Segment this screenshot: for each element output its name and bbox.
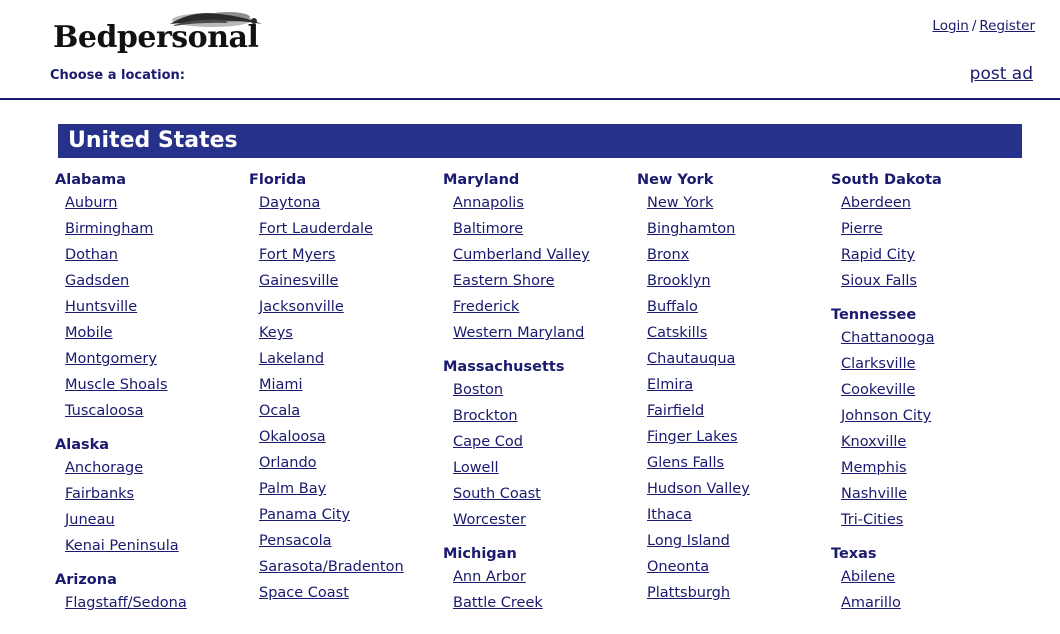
city-link[interactable]: Pierre [841,221,883,237]
site-header [0,0,1060,62]
city-link[interactable]: Finger Lakes [647,429,738,445]
post-ad-link[interactable]: post ad [969,64,1033,84]
city-link[interactable]: Bronx [647,247,690,263]
city-link[interactable]: Boston [453,382,504,398]
city-link[interactable]: Memphis [841,460,907,476]
city-link[interactable]: Frederick [453,299,520,315]
state-heading: Arizona [55,572,117,588]
choose-location-label: Choose a location: [50,68,185,83]
city-link[interactable]: Brockton [453,408,518,424]
city-link[interactable]: Elmira [647,377,694,393]
city-link[interactable]: Ithaca [647,507,692,523]
city-link[interactable]: Oneonta [647,559,710,575]
city-link[interactable]: Orlando [259,455,317,471]
city-link[interactable]: Baltimore [453,221,524,237]
city-link[interactable]: Cookeville [841,382,916,398]
city-link[interactable]: Clarksville [841,356,916,372]
city-link[interactable]: Annapolis [453,195,524,211]
city-link[interactable]: Sioux Falls [841,273,917,289]
city-link[interactable]: Cumberland Valley [453,247,590,263]
city-link[interactable]: Buffalo [647,299,698,315]
state-heading: Texas [831,546,877,562]
state-heading: Florida [249,172,307,188]
login-link[interactable]: Login [932,18,969,34]
city-link[interactable]: Ocala [259,403,301,419]
city-link[interactable]: Panama City [259,507,351,523]
location-column [440,172,634,621]
state-heading: New York [637,172,714,188]
city-link[interactable]: Daytona [259,195,321,211]
city-link[interactable]: Fort Lauderdale [259,221,373,237]
city-link[interactable]: Ann Arbor [453,569,526,585]
country-banner: United States [58,124,1022,158]
city-link[interactable]: Jacksonville [259,299,344,315]
auth-separator: / [971,18,977,34]
city-link[interactable]: Tri-Cities [841,512,904,528]
city-link[interactable]: Montgomery [65,351,157,367]
city-link[interactable]: Rapid City [841,247,916,263]
brand-name: Bedpersonal [53,20,259,55]
city-link[interactable]: Abilene [841,569,896,585]
city-link[interactable]: Keys [259,325,293,341]
location-column [246,172,440,621]
city-link[interactable]: Chattanooga [841,330,935,346]
city-link[interactable]: Battle Creek [453,595,543,611]
city-link[interactable]: Okaloosa [259,429,326,445]
city-link[interactable]: Amarillo [841,595,901,611]
city-link[interactable]: Anchorage [65,460,144,476]
site-logo[interactable] [50,8,280,56]
city-link[interactable]: South Coast [453,486,541,502]
auth-links [932,18,1035,34]
city-link[interactable]: Kenai Peninsula [65,538,179,554]
state-heading: Michigan [443,546,517,562]
city-link[interactable]: Mobile [65,325,113,341]
city-link[interactable]: Catskills [647,325,708,341]
city-link[interactable]: Cape Cod [453,434,523,450]
city-link[interactable]: Flagstaff/Sedona [65,595,187,611]
location-column [828,172,1022,621]
city-link[interactable]: Gadsden [65,273,130,289]
city-link[interactable]: Pensacola [259,533,332,549]
city-link[interactable]: Huntsville [65,299,138,315]
city-link[interactable]: Johnson City [841,408,932,424]
city-link[interactable]: Aberdeen [841,195,911,211]
city-link[interactable]: Birmingham [65,221,154,237]
sub-header [0,62,1060,100]
city-link[interactable]: Knoxville [841,434,907,450]
city-link[interactable]: Sarasota/Bradenton [259,559,404,575]
state-heading: South Dakota [831,172,942,188]
state-heading: Alabama [55,172,127,188]
city-link[interactable]: Gainesville [259,273,339,289]
city-link[interactable]: Auburn [65,195,118,211]
location-column [52,172,246,621]
city-link[interactable]: Fort Myers [259,247,336,263]
city-link[interactable]: Brooklyn [647,273,711,289]
city-link[interactable]: Chautauqua [647,351,736,367]
city-link[interactable]: Tuscaloosa [65,403,144,419]
city-link[interactable]: New York [647,195,714,211]
city-link[interactable]: Fairbanks [65,486,135,502]
state-heading: Alaska [55,437,110,453]
city-link[interactable]: Lakeland [259,351,325,367]
city-link[interactable]: Long Island [647,533,730,549]
city-link[interactable]: Glens Falls [647,455,725,471]
city-link[interactable]: Western Maryland [453,325,585,341]
city-link[interactable]: Juneau [65,512,115,528]
city-link[interactable]: Fairfield [647,403,705,419]
city-link[interactable]: Hudson Valley [647,481,750,497]
city-link[interactable]: Space Coast [259,585,349,601]
location-columns [52,172,1052,621]
city-link[interactable]: Plattsburgh [647,585,731,601]
city-link[interactable]: Dothan [65,247,118,263]
city-link[interactable]: Eastern Shore [453,273,555,289]
state-heading: Tennessee [831,307,917,323]
location-column [634,172,828,621]
city-link[interactable]: Muscle Shoals [65,377,168,393]
state-heading: Maryland [443,172,520,188]
city-link[interactable]: Worcester [453,512,527,528]
city-link[interactable]: Miami [259,377,303,393]
city-link[interactable]: Binghamton [647,221,736,237]
register-link[interactable]: Register [979,18,1035,34]
state-heading: Massachusetts [443,359,565,375]
city-link[interactable]: Nashville [841,486,908,502]
city-link[interactable]: Palm Bay [259,481,327,497]
city-link[interactable]: Lowell [453,460,499,476]
